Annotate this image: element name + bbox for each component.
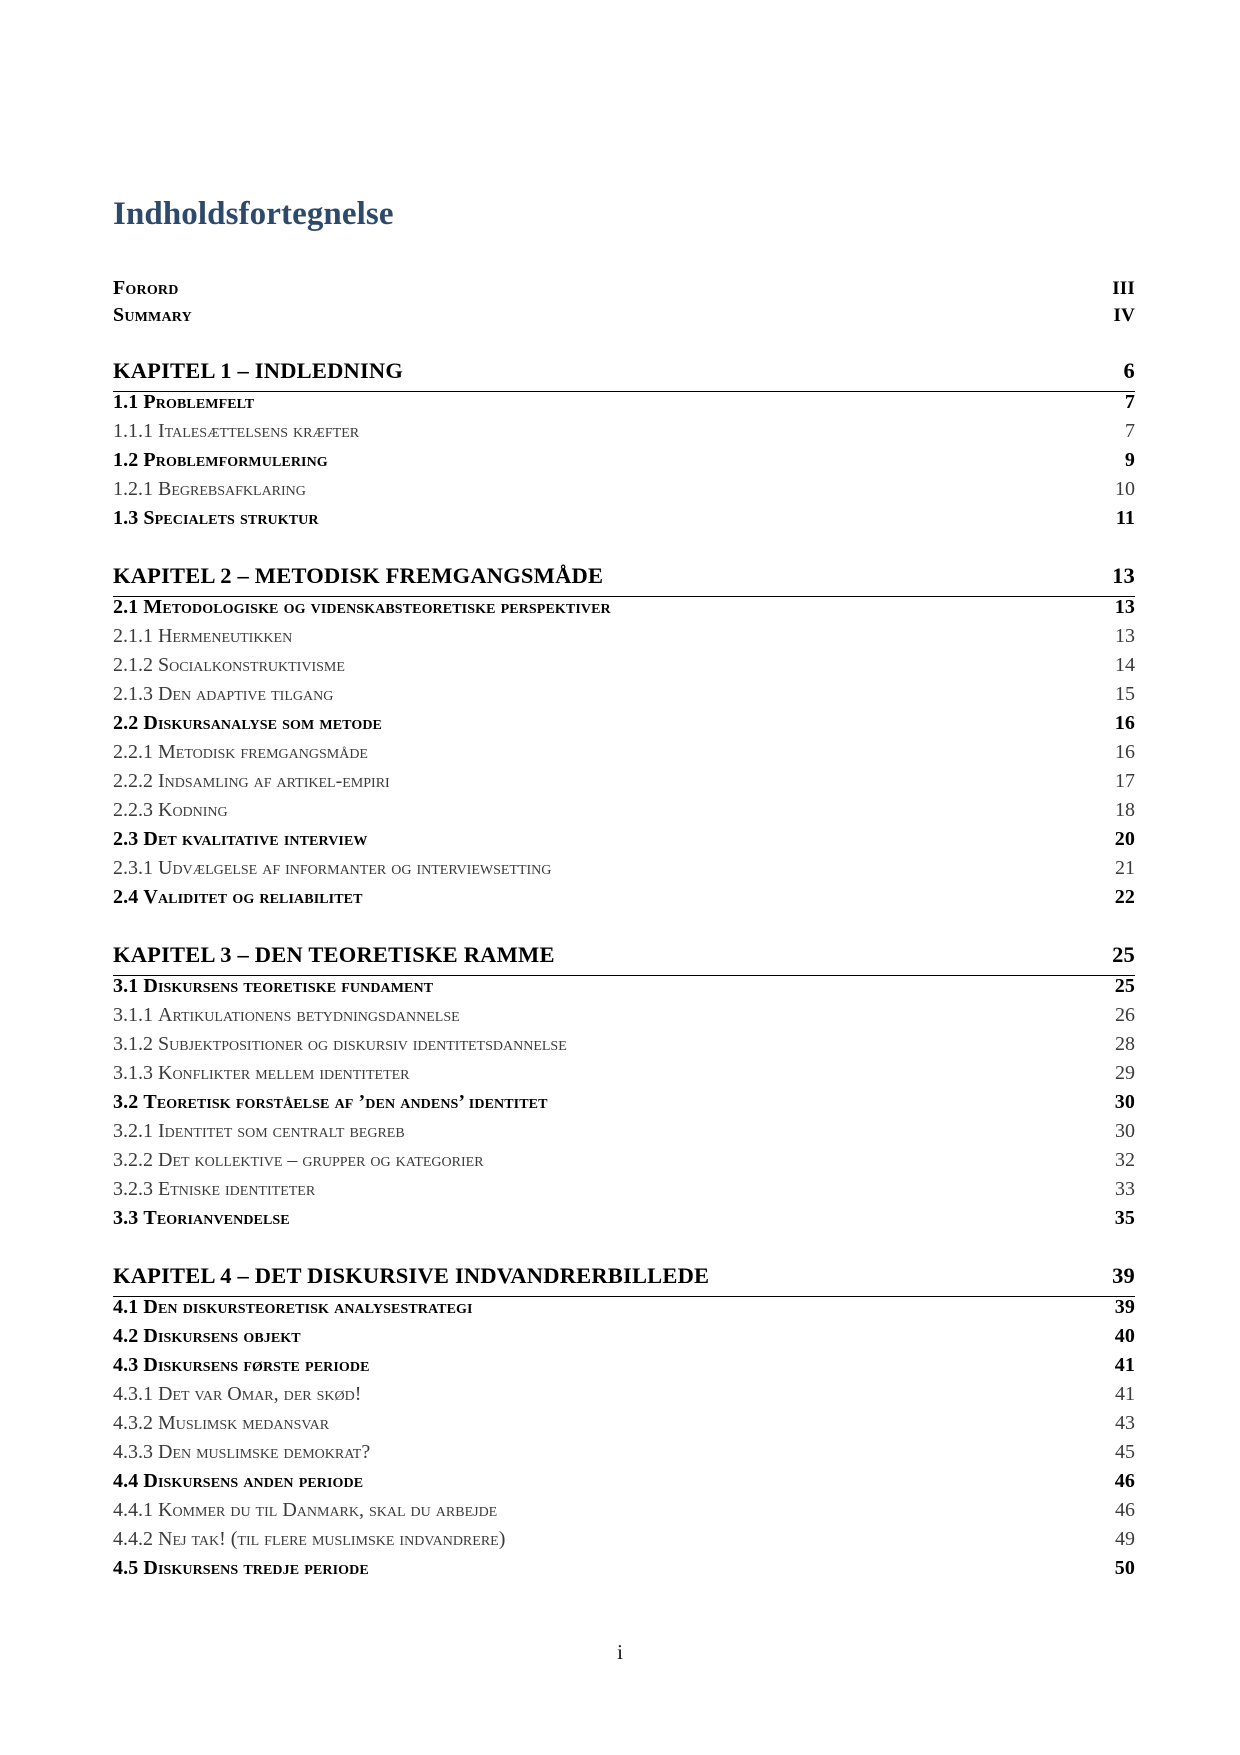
toc-entry-number: 3.3: [113, 1207, 139, 1230]
toc-entry-text: Den diskursteoretisk analysestrategi: [143, 1296, 473, 1319]
toc-entry-subsection[interactable]: [113, 626, 1135, 655]
toc-entry-label: [113, 1005, 460, 1025]
toc-entry-page: 32: [1115, 1149, 1135, 1172]
toc-entry-text: Artikulationens betydningsdannelse: [158, 1004, 460, 1027]
toc-chapter-page: 13: [1112, 563, 1135, 589]
toc-entry-number: 2.1: [113, 596, 139, 619]
toc-entry-label: [113, 887, 363, 907]
toc-entry-front[interactable]: [113, 278, 1135, 305]
toc-entry-number: 1.1.1: [113, 420, 153, 443]
toc-entry-page: 13: [1115, 625, 1135, 648]
toc-entry-text: Det var Omar, der skød!: [158, 1383, 362, 1406]
toc-entry-label: [113, 829, 368, 849]
toc-entry-label: [113, 1297, 473, 1317]
toc-entry-subsection[interactable]: [113, 1121, 1135, 1150]
toc-entry-label: [113, 976, 433, 996]
toc-entry-page: 7: [1125, 420, 1135, 443]
toc-entry-number: 3.1.3: [113, 1062, 153, 1085]
toc-entry-page: 41: [1114, 1354, 1135, 1377]
toc-entry-subsection[interactable]: [113, 1500, 1135, 1529]
toc-entry-page: 21: [1115, 857, 1135, 880]
toc-entry-label: [113, 1413, 329, 1433]
toc-entry-page: 41: [1115, 1383, 1135, 1406]
toc-entry-subsection[interactable]: [113, 684, 1135, 713]
toc-chapter-label: KAPITEL 3 – DEN TEORETISKE RAMME: [113, 942, 555, 968]
toc-entry-section[interactable]: [113, 887, 1135, 916]
toc-entry-label: [113, 479, 306, 499]
toc-entry-subsection[interactable]: [113, 655, 1135, 684]
toc-entry-subsection[interactable]: [113, 1384, 1135, 1413]
toc-entry-page: 35: [1114, 1207, 1135, 1230]
toc-entry-subsection[interactable]: [113, 1034, 1135, 1063]
toc-entry-text: Kommer du til Danmark, skal du arbejde: [158, 1499, 498, 1522]
front-matter-list: [113, 278, 1135, 332]
toc-entry-number: 2.1.1: [113, 625, 153, 648]
toc-entry-text: Diskursanalyse som metode: [143, 712, 382, 735]
toc-entry-page: 28: [1115, 1033, 1135, 1056]
toc-entry-page: 40: [1114, 1325, 1135, 1348]
toc-entry-label: [113, 1355, 370, 1375]
toc-entry-page: 22: [1114, 886, 1135, 909]
toc-entry-chapter[interactable]: [113, 1265, 1135, 1297]
toc-entry-page: 17: [1115, 770, 1135, 793]
toc-entry-number: 4.5: [113, 1557, 139, 1580]
toc-entry-number: 2.3.1: [113, 857, 153, 880]
toc-entry-subsection[interactable]: [113, 742, 1135, 771]
toc-entry-chapter[interactable]: [113, 360, 1135, 392]
toc-entry-page: III: [1112, 278, 1135, 300]
toc-entry-text: Validitet og reliabilitet: [143, 886, 363, 909]
toc-entry-number: 3.2: [113, 1091, 139, 1114]
toc-entry-number: 3.1: [113, 975, 139, 998]
toc-chapter-group: [113, 944, 1135, 1237]
toc-entry-section[interactable]: [113, 1558, 1135, 1587]
toc-entry-number: 3.2.2: [113, 1149, 153, 1172]
toc-entry-subsection[interactable]: [113, 1179, 1135, 1208]
toc-entry-label: Summary: [113, 304, 192, 327]
toc-entry-subsection[interactable]: [113, 1413, 1135, 1442]
toc-entry-page: 50: [1114, 1557, 1135, 1580]
toc-entry-label: [113, 684, 333, 704]
toc-entry-label: [113, 1471, 363, 1491]
toc-entry-label: [113, 1034, 567, 1054]
toc-entry-subsection[interactable]: [113, 1442, 1135, 1471]
toc-entry-page: 33: [1115, 1178, 1135, 1201]
toc-entry-number: 3.2.1: [113, 1120, 153, 1143]
toc-entry-number: 4.4.1: [113, 1499, 153, 1522]
toc-entry-text: Begrebsafklaring: [158, 478, 306, 501]
toc-entry-label: [113, 858, 551, 878]
toc-entry-section[interactable]: [113, 1297, 1135, 1326]
toc-chapter-group: [113, 360, 1135, 537]
toc-entry-section[interactable]: [113, 1326, 1135, 1355]
toc-entry-text: Socialkonstruktivisme: [158, 654, 345, 677]
page-title: Indholdsfortegnelse: [113, 196, 394, 232]
toc-entry-text: Diskursens tredje periode: [143, 1557, 369, 1580]
footer-page-number: i: [617, 1640, 623, 1664]
toc-entry-section[interactable]: [113, 1092, 1135, 1121]
toc-entry-text: Det kvalitative interview: [143, 828, 368, 851]
toc-chapter-page: 39: [1112, 1263, 1135, 1289]
toc-entry-page: 10: [1115, 478, 1135, 501]
toc-entry-label: [113, 1529, 505, 1549]
toc-entry-text: Kodning: [158, 799, 228, 822]
toc-entry-text: Etniske identiteter: [158, 1178, 316, 1201]
toc-chapter-group: [113, 1265, 1135, 1587]
toc-entry-page: 11: [1115, 507, 1135, 530]
toc-entry-page: 18: [1115, 799, 1135, 822]
toc-container: [113, 196, 1135, 1605]
toc-entry-text: Den adaptive tilgang: [158, 683, 334, 706]
toc-section-list: [113, 1297, 1135, 1587]
toc-entry-text: Metodologiske og videnskabsteoretiske perspektiver: [143, 596, 611, 619]
toc-entry-page: 7: [1124, 391, 1135, 414]
toc-entry-number: 4.4: [113, 1470, 139, 1493]
toc-entry-page: 16: [1114, 712, 1135, 735]
toc-entry-section[interactable]: [113, 508, 1135, 537]
toc-entry-text: Identitet som centralt begreb: [158, 1120, 405, 1143]
toc-entry-text: Teoretisk forståelse af ’den andens’ identitet: [143, 1091, 548, 1114]
toc-entry-number: 3.1.1: [113, 1004, 153, 1027]
toc-entry-label: [113, 1150, 484, 1170]
toc-entry-page: 16: [1115, 741, 1135, 764]
toc-entry-label: [113, 626, 292, 646]
toc-entry-section[interactable]: [113, 713, 1135, 742]
toc-entry-number: 3.1.2: [113, 1033, 153, 1056]
toc-entry-subsection[interactable]: [113, 479, 1135, 508]
toc-entry-number: 1.1: [113, 391, 139, 414]
toc-entry-number: 2.1.3: [113, 683, 153, 706]
toc-entry-number: 1.2.1: [113, 478, 153, 501]
toc-chapter-group: [113, 565, 1135, 916]
toc-entry-subsection[interactable]: [113, 1063, 1135, 1092]
toc-entry-text: Den muslimske demokrat?: [158, 1441, 371, 1464]
toc-entry-section[interactable]: [113, 450, 1135, 479]
toc-entry-label: [113, 655, 345, 675]
toc-entry-page: 14: [1115, 654, 1135, 677]
toc-entry-page: 39: [1114, 1296, 1135, 1319]
toc-entry-number: 2.3: [113, 828, 139, 851]
toc-entry-text: Subjektpositioner og diskursiv identitetsdannelse: [158, 1033, 567, 1056]
toc-entry-label: [113, 1121, 405, 1141]
toc-chapter-label: KAPITEL 1 – INDLEDNING: [113, 358, 404, 384]
toc-entry-number: 4.2: [113, 1325, 139, 1348]
toc-entry-label: [113, 1326, 301, 1346]
toc-entry-front[interactable]: [113, 305, 1135, 332]
toc-entry-number: 4.3.1: [113, 1383, 153, 1406]
toc-chapter-page: 6: [1123, 358, 1135, 384]
toc-entry-section[interactable]: [113, 829, 1135, 858]
toc-entry-text: Diskursens teoretiske fundament: [143, 975, 434, 998]
toc-entry-section[interactable]: [113, 1471, 1135, 1500]
toc-entry-page: 15: [1115, 683, 1135, 706]
toc-entry-text: Hermeneutikken: [158, 625, 293, 648]
toc-entry-text: Problemfelt: [143, 391, 255, 414]
toc-entry-text: Nej tak! (til flere muslimske indvandrere): [158, 1528, 506, 1551]
toc-entry-label: [113, 1384, 361, 1404]
toc-entry-section[interactable]: [113, 976, 1135, 1005]
toc-section-list: [113, 392, 1135, 537]
toc-entry-text: Problemformulering: [143, 449, 328, 472]
toc-entry-label: [113, 1442, 370, 1462]
toc-entry-section[interactable]: [113, 1208, 1135, 1237]
toc-section-list: [113, 597, 1135, 916]
toc-entry-page: 20: [1114, 828, 1135, 851]
chapter-list: [113, 360, 1135, 1587]
toc-entry-chapter[interactable]: [113, 565, 1135, 597]
toc-entry-subsection[interactable]: [113, 421, 1135, 450]
toc-entry-text: Konflikter mellem identiteter: [158, 1062, 410, 1085]
toc-entry-text: Det kollektive – grupper og kategorier: [158, 1149, 484, 1172]
toc-entry-number: 2.2: [113, 712, 139, 735]
toc-entry-label: [113, 800, 228, 820]
toc-entry-label: [113, 1179, 315, 1199]
toc-entry-text: Indsamling af artikel-empiri: [158, 770, 390, 793]
toc-entry-page: 43: [1115, 1412, 1135, 1435]
toc-entry-subsection[interactable]: [113, 1150, 1135, 1179]
toc-entry-page: 9: [1124, 449, 1135, 472]
toc-entry-label: [113, 1208, 290, 1228]
toc-entry-page: IV: [1113, 305, 1135, 327]
toc-entry-number: 4.3: [113, 1354, 139, 1377]
toc-entry-text: Diskursens første periode: [143, 1354, 370, 1377]
toc-entry-text: Diskursens anden periode: [143, 1470, 364, 1493]
toc-entry-subsection[interactable]: [113, 1005, 1135, 1034]
toc-entry-label: [113, 450, 328, 470]
toc-entry-text: Muslimsk medansvar: [158, 1412, 330, 1435]
toc-entry-chapter[interactable]: [113, 944, 1135, 976]
toc-entry-page: 25: [1114, 975, 1135, 998]
toc-entry-page: 46: [1115, 1499, 1135, 1522]
toc-entry-page: 29: [1115, 1062, 1135, 1085]
toc-chapter-label: KAPITEL 2 – METODISK FREMGANGSMÅDE: [113, 563, 604, 589]
toc-entry-number: 1.2: [113, 449, 139, 472]
toc-entry-number: 2.1.2: [113, 654, 153, 677]
toc-entry-label: [113, 1092, 548, 1112]
toc-entry-subsection[interactable]: [113, 800, 1135, 829]
toc-entry-label: [113, 597, 611, 617]
toc-entry-page: 46: [1114, 1470, 1135, 1493]
toc-entry-label: [113, 713, 382, 733]
toc-entry-section[interactable]: [113, 597, 1135, 626]
toc-section-list: [113, 976, 1135, 1237]
toc-entry-page: 30: [1115, 1120, 1135, 1143]
toc-entry-label: [113, 742, 368, 762]
toc-entry-number: 2.2.3: [113, 799, 153, 822]
toc-entry-number: 1.3: [113, 507, 139, 530]
toc-entry-label: Forord: [113, 277, 179, 300]
toc-entry-page: 49: [1115, 1528, 1135, 1551]
toc-entry-label: [113, 771, 390, 791]
toc-entry-label: [113, 508, 319, 528]
toc-entry-text: Teorianvendelse: [143, 1207, 290, 1230]
toc-entry-page: 45: [1115, 1441, 1135, 1464]
toc-entry-label: [113, 1063, 410, 1083]
toc-entry-number: 4.3.2: [113, 1412, 153, 1435]
toc-entry-subsection[interactable]: [113, 771, 1135, 800]
toc-entry-number: 3.2.3: [113, 1178, 153, 1201]
toc-entry-label: [113, 392, 254, 412]
toc-entry-page: 30: [1114, 1091, 1135, 1114]
toc-entry-text: Udvælgelse af informanter og interviewsetting: [158, 857, 552, 880]
toc-entry-text: Specialets struktur: [143, 507, 319, 530]
toc-entry-page: 13: [1114, 596, 1135, 619]
toc-entry-number: 4.4.2: [113, 1528, 153, 1551]
toc-entry-subsection[interactable]: [113, 858, 1135, 887]
toc-entry-section[interactable]: [113, 392, 1135, 421]
toc-entry-text: Italesættelsens kræfter: [158, 420, 360, 443]
toc-entry-text: Diskursens objekt: [143, 1325, 301, 1348]
toc-entry-page: 26: [1115, 1004, 1135, 1027]
toc-entry-label: [113, 1558, 369, 1578]
toc-entry-number: 4.1: [113, 1296, 139, 1319]
toc-entry-number: 2.4: [113, 886, 139, 909]
toc-entry-section[interactable]: [113, 1355, 1135, 1384]
toc-entry-number: 2.2.2: [113, 770, 153, 793]
toc-entry-number: 4.3.3: [113, 1441, 153, 1464]
toc-entry-label: [113, 421, 359, 441]
toc-chapter-page: 25: [1112, 942, 1135, 968]
toc-entry-text: Metodisk fremgangsmåde: [158, 741, 368, 764]
toc-entry-label: [113, 1500, 497, 1520]
toc-entry-number: 2.2.1: [113, 741, 153, 764]
toc-entry-subsection[interactable]: [113, 1529, 1135, 1558]
toc-chapter-label: KAPITEL 4 – DET DISKURSIVE INDVANDRERBILLEDE: [113, 1263, 710, 1289]
